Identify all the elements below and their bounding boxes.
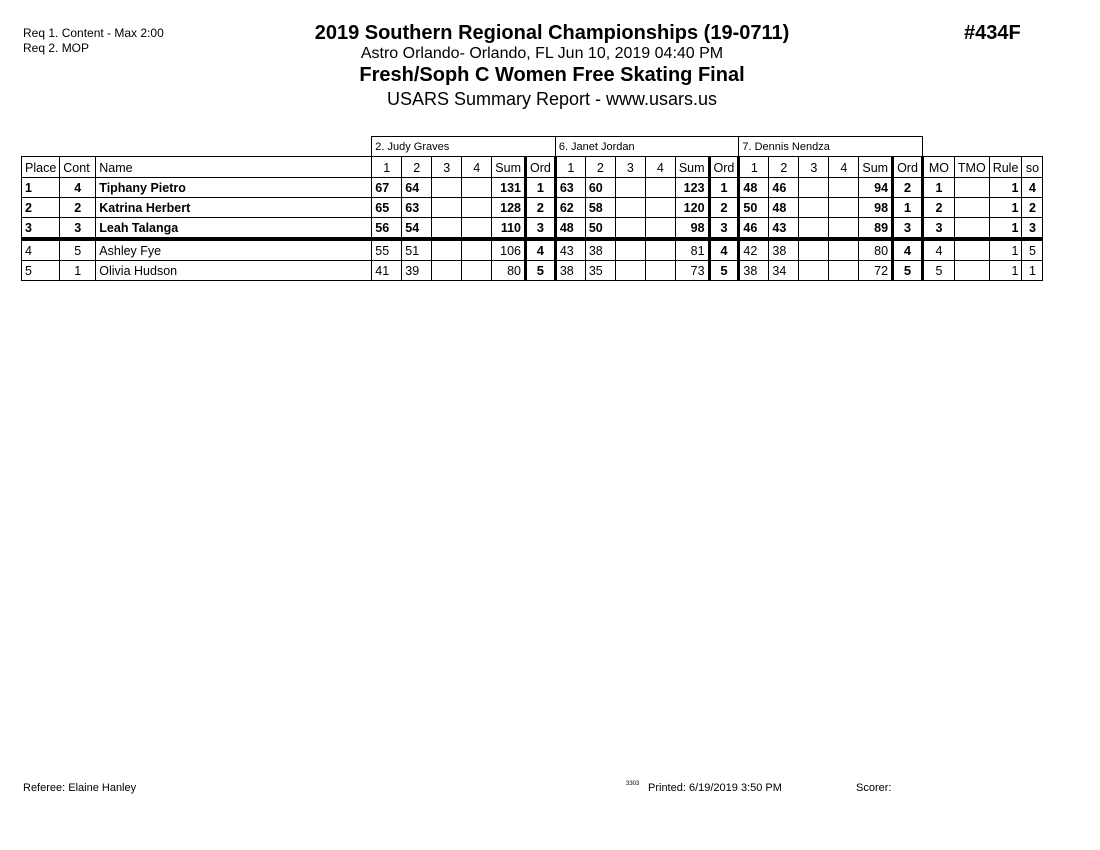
cell-judge1-mark-3 xyxy=(432,178,462,198)
cell-judge3-mark-4 xyxy=(829,261,859,281)
col-judge3-mark-1: 1 xyxy=(739,157,769,178)
cell-judge3-mark-2: 48 xyxy=(769,198,799,218)
page-title: 2019 Southern Regional Championships (19-0711) xyxy=(314,22,790,44)
cell-judge1-mark-1: 65 xyxy=(372,198,402,218)
cell-judge1-sum: 106 xyxy=(492,239,526,261)
results-table xyxy=(21,136,1043,281)
cell-judge2-mark-4 xyxy=(645,198,675,218)
cell-judge1-mark-2: 51 xyxy=(402,239,432,261)
cell-cont: 5 xyxy=(60,239,96,261)
cell-judge3-ord: 3 xyxy=(893,218,923,240)
cell-judge3-mark-1: 50 xyxy=(739,198,769,218)
col-judge3-mark-2: 2 xyxy=(769,157,799,178)
col-judge2-sum: Sum xyxy=(675,157,709,178)
col-mo: MO xyxy=(922,157,954,178)
cell-rule: 1 xyxy=(989,198,1022,218)
cell-tmo xyxy=(954,218,989,240)
col-judge2-ord: Ord xyxy=(709,157,739,178)
cell-place: 4 xyxy=(22,239,60,261)
cell-so: 3 xyxy=(1022,218,1043,240)
cell-judge2-mark-2: 50 xyxy=(585,218,615,240)
cell-judge2-ord: 2 xyxy=(709,198,739,218)
cell-name: Olivia Hudson xyxy=(96,261,372,281)
event-code: #434F xyxy=(964,22,1021,44)
cell-judge1-mark-4 xyxy=(462,218,492,240)
cell-judge1-mark-4 xyxy=(462,239,492,261)
judge-3-header: 7. Dennis Nendza xyxy=(739,137,923,157)
col-judge2-mark-2: 2 xyxy=(585,157,615,178)
cell-judge1-sum: 110 xyxy=(492,218,526,240)
cell-judge3-mark-3 xyxy=(799,178,829,198)
cell-judge1-mark-3 xyxy=(432,218,462,240)
cell-cont: 3 xyxy=(60,218,96,240)
table-row xyxy=(22,178,1043,198)
cell-name: Katrina Herbert xyxy=(96,198,372,218)
col-judge1-mark-1: 1 xyxy=(372,157,402,178)
cell-judge3-mark-4 xyxy=(829,178,859,198)
footer-code: 3303 xyxy=(626,781,640,787)
col-place: Place xyxy=(22,157,60,178)
col-judge1-sum: Sum xyxy=(492,157,526,178)
cell-judge3-mark-2: 43 xyxy=(769,218,799,240)
col-judge3-mark-4: 4 xyxy=(829,157,859,178)
cell-mo: 1 xyxy=(922,178,954,198)
cell-judge3-mark-2: 38 xyxy=(769,239,799,261)
cell-judge2-mark-1: 43 xyxy=(555,239,585,261)
cell-judge3-ord: 5 xyxy=(893,261,923,281)
cell-mo: 5 xyxy=(922,261,954,281)
cell-judge3-mark-4 xyxy=(829,198,859,218)
cell-judge2-mark-4 xyxy=(645,178,675,198)
col-judge3-sum: Sum xyxy=(859,157,893,178)
cell-judge1-mark-2: 54 xyxy=(402,218,432,240)
report-subtitle: USARS Summary Report - www.usars.us xyxy=(386,89,718,109)
cell-judge1-mark-1: 41 xyxy=(372,261,402,281)
cell-judge2-ord: 1 xyxy=(709,178,739,198)
cell-judge2-mark-1: 48 xyxy=(555,218,585,240)
cell-judge3-mark-4 xyxy=(829,239,859,261)
cell-judge1-ord: 3 xyxy=(525,218,555,240)
cell-rule: 1 xyxy=(989,239,1022,261)
col-judge2-mark-4: 4 xyxy=(645,157,675,178)
cell-judge3-mark-1: 46 xyxy=(739,218,769,240)
cell-judge1-mark-4 xyxy=(462,178,492,198)
col-judge1-mark-4: 4 xyxy=(462,157,492,178)
cell-place: 5 xyxy=(22,261,60,281)
printed-date: Printed: 6/19/2019 3:50 PM xyxy=(648,782,782,794)
cell-judge2-mark-3 xyxy=(615,239,645,261)
event-title: Fresh/Soph C Women Free Skating Final xyxy=(359,64,745,86)
cell-judge3-ord: 2 xyxy=(893,178,923,198)
cell-mo: 4 xyxy=(922,239,954,261)
cell-judge2-ord: 3 xyxy=(709,218,739,240)
col-so: so xyxy=(1022,157,1043,178)
cell-judge2-mark-2: 35 xyxy=(585,261,615,281)
cell-name: Tiphany Pietro xyxy=(96,178,372,198)
cell-judge3-ord: 1 xyxy=(893,198,923,218)
judge-2-header: 6. Janet Jordan xyxy=(555,137,739,157)
col-cont: Cont xyxy=(60,157,96,178)
cell-judge2-sum: 98 xyxy=(675,218,709,240)
col-judge1-ord: Ord xyxy=(525,157,555,178)
cell-judge1-mark-2: 63 xyxy=(402,198,432,218)
column-header-row xyxy=(22,157,1043,178)
cell-so: 5 xyxy=(1022,239,1043,261)
cell-judge3-mark-2: 46 xyxy=(769,178,799,198)
cell-judge1-sum: 131 xyxy=(492,178,526,198)
cell-name: Ashley Fye xyxy=(96,239,372,261)
cell-judge2-mark-1: 63 xyxy=(555,178,585,198)
cell-judge3-mark-2: 34 xyxy=(769,261,799,281)
cell-judge1-mark-3 xyxy=(432,198,462,218)
cell-judge3-sum: 72 xyxy=(859,261,893,281)
cell-judge3-sum: 94 xyxy=(859,178,893,198)
cell-judge3-sum: 80 xyxy=(859,239,893,261)
referee-label: Referee: Elaine Hanley xyxy=(23,782,137,794)
cell-judge2-mark-2: 38 xyxy=(585,239,615,261)
col-rule: Rule xyxy=(989,157,1022,178)
cell-so: 2 xyxy=(1022,198,1043,218)
col-judge3-mark-3: 3 xyxy=(799,157,829,178)
cell-so: 1 xyxy=(1022,261,1043,281)
cell-judge3-mark-1: 48 xyxy=(739,178,769,198)
cell-judge1-mark-2: 64 xyxy=(402,178,432,198)
cell-judge1-mark-1: 67 xyxy=(372,178,402,198)
cell-judge3-mark-1: 38 xyxy=(739,261,769,281)
cell-judge1-sum: 128 xyxy=(492,198,526,218)
col-judge1-mark-3: 3 xyxy=(432,157,462,178)
cell-judge2-ord: 4 xyxy=(709,239,739,261)
cell-judge2-mark-4 xyxy=(645,239,675,261)
judge-header-row xyxy=(22,137,1043,157)
cell-judge2-mark-2: 60 xyxy=(585,178,615,198)
cell-judge2-mark-4 xyxy=(645,218,675,240)
judge-1-header: 2. Judy Graves xyxy=(372,137,556,157)
cell-judge3-mark-4 xyxy=(829,218,859,240)
cell-judge3-mark-3 xyxy=(799,239,829,261)
col-judge2-mark-3: 3 xyxy=(615,157,645,178)
venue-line: Astro Orlando- Orlando, FL Jun 10, 2019 04:40 PM xyxy=(360,45,724,62)
cell-judge1-ord: 1 xyxy=(525,178,555,198)
col-judge2-mark-1: 1 xyxy=(555,157,585,178)
cell-judge1-ord: 2 xyxy=(525,198,555,218)
cell-judge1-mark-3 xyxy=(432,261,462,281)
cell-judge3-mark-3 xyxy=(799,261,829,281)
col-judge3-ord: Ord xyxy=(893,157,923,178)
cell-cont: 2 xyxy=(60,198,96,218)
cell-cont: 1 xyxy=(60,261,96,281)
cell-mo: 3 xyxy=(922,218,954,240)
cell-judge3-mark-1: 42 xyxy=(739,239,769,261)
requirement-1: Req 1. Content - Max 2:00 xyxy=(23,26,164,40)
cell-judge1-ord: 4 xyxy=(525,239,555,261)
cell-judge1-mark-4 xyxy=(462,261,492,281)
cell-judge1-mark-1: 56 xyxy=(372,218,402,240)
cell-mo: 2 xyxy=(922,198,954,218)
cell-rule: 1 xyxy=(989,218,1022,240)
cell-judge3-sum: 98 xyxy=(859,198,893,218)
cell-tmo xyxy=(954,239,989,261)
cell-tmo xyxy=(954,198,989,218)
col-tmo: TMO xyxy=(954,157,989,178)
cell-judge3-mark-3 xyxy=(799,218,829,240)
cell-judge3-ord: 4 xyxy=(893,239,923,261)
cell-tmo xyxy=(954,261,989,281)
cell-judge2-mark-1: 38 xyxy=(555,261,585,281)
cell-judge3-mark-3 xyxy=(799,198,829,218)
cell-judge2-mark-3 xyxy=(615,198,645,218)
cell-judge2-mark-2: 58 xyxy=(585,198,615,218)
cell-place: 3 xyxy=(22,218,60,240)
col-judge1-mark-2: 2 xyxy=(402,157,432,178)
cell-place: 2 xyxy=(22,198,60,218)
scorer-label: Scorer: xyxy=(856,782,892,794)
cell-judge1-mark-2: 39 xyxy=(402,261,432,281)
cell-judge1-mark-3 xyxy=(432,239,462,261)
table-row xyxy=(22,239,1043,261)
cell-judge3-sum: 89 xyxy=(859,218,893,240)
cell-judge1-mark-4 xyxy=(462,198,492,218)
cell-judge2-sum: 73 xyxy=(675,261,709,281)
table-row xyxy=(22,261,1043,281)
cell-judge2-sum: 123 xyxy=(675,178,709,198)
cell-judge2-mark-3 xyxy=(615,218,645,240)
cell-judge1-mark-1: 55 xyxy=(372,239,402,261)
cell-judge1-ord: 5 xyxy=(525,261,555,281)
table-row xyxy=(22,198,1043,218)
cell-rule: 1 xyxy=(989,261,1022,281)
table-row xyxy=(22,218,1043,240)
cell-judge2-mark-3 xyxy=(615,261,645,281)
cell-judge2-ord: 5 xyxy=(709,261,739,281)
cell-judge2-sum: 120 xyxy=(675,198,709,218)
col-name: Name xyxy=(96,157,372,178)
cell-name: Leah Talanga xyxy=(96,218,372,240)
cell-judge1-sum: 80 xyxy=(492,261,526,281)
cell-so: 4 xyxy=(1022,178,1043,198)
requirement-2: Req 2. MOP xyxy=(23,41,90,55)
cell-judge2-mark-4 xyxy=(645,261,675,281)
cell-tmo xyxy=(954,178,989,198)
cell-judge2-mark-1: 62 xyxy=(555,198,585,218)
cell-cont: 4 xyxy=(60,178,96,198)
cell-judge2-sum: 81 xyxy=(675,239,709,261)
cell-rule: 1 xyxy=(989,178,1022,198)
cell-judge2-mark-3 xyxy=(615,178,645,198)
cell-place: 1 xyxy=(22,178,60,198)
